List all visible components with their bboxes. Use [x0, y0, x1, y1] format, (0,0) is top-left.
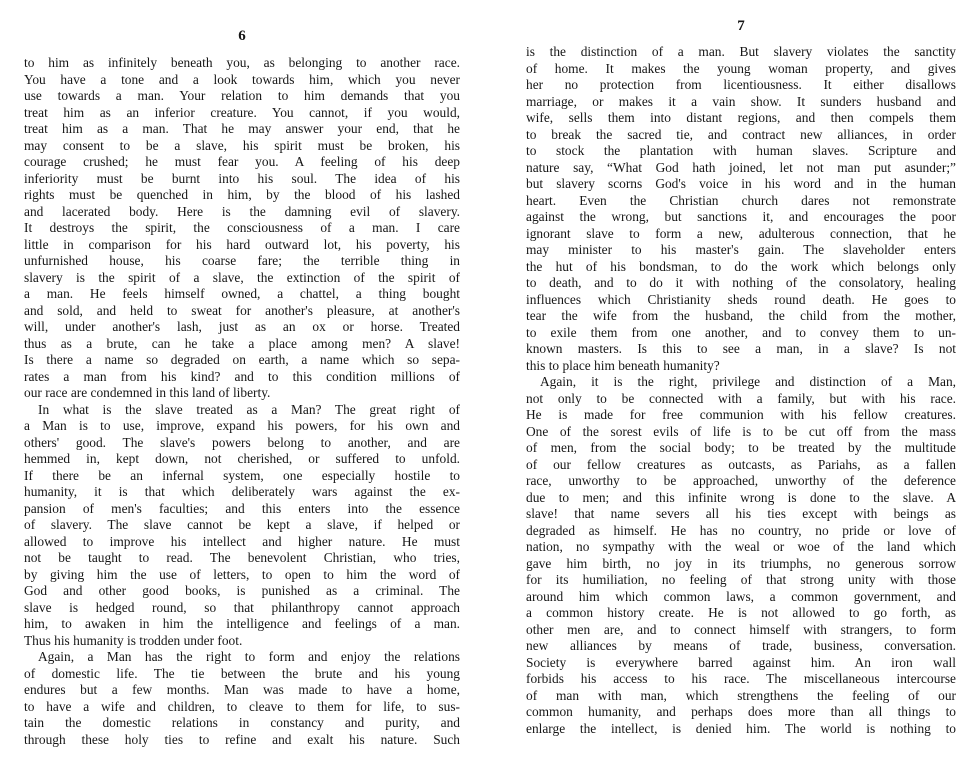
text-line: ignorant slave to form a new, adulterous connection, that he — [526, 225, 956, 241]
text-line: by giving him the use of letters, to open to him the word of — [24, 566, 460, 582]
text-line: In what is the slave treated as a Man? The great right of — [38, 401, 460, 417]
text-line: of our fellow creatures as outcasts, as Pariahs, as a fallen — [526, 456, 956, 472]
text-line: wife, sells them into distant regions, and then compels them — [526, 110, 956, 125]
text-line: of slavery. The slave cannot be kept a slave, if helped or — [24, 517, 460, 532]
text-line: may minister to his master's gain. The slaveholder enters — [526, 242, 956, 257]
text-line: Society is everywhere barred against him. An iron wall — [526, 654, 956, 670]
text-line: against the wrong, but sanctions it, and encourages the poor — [526, 209, 956, 224]
text-line: due to men; and this infinite wrong is done to the slave. A — [526, 489, 956, 505]
page-number: 6 — [238, 28, 246, 44]
text-line: tear the wife from the husband, the child from the mother, — [526, 308, 956, 323]
text-line: treat him as an inferior creature. You cannot, if you would, — [24, 104, 460, 120]
text-line: nation, no sympathy with the weal or woe of the land which — [526, 539, 956, 554]
text-line: known masters. Is this to see a man, in a slave? Is not — [526, 341, 956, 356]
text-line: may consent to be a slave, his spirit must be broken, his — [24, 137, 460, 153]
text-line: unfurnished house, his coarse fare; the terrible thing in — [24, 253, 460, 268]
text-line: marriage, or makes it a vain show. It sunders husband and — [526, 93, 956, 109]
text-line: her no protection from licentiousness. It either disallows — [526, 77, 956, 92]
text-line: to death, and to do it with nothing of the consolatory, healing — [526, 275, 956, 290]
text-line: a Man is to use, improve, expand his powers, for his own and — [24, 418, 460, 433]
text-line: to exile them from one another, and to convey them to un- — [526, 324, 956, 340]
text-line: God and other good books, is punished as a criminal. The — [24, 583, 460, 598]
text-line: rights must be quenched in him, by the blood of his lashed — [24, 187, 460, 202]
text-line: thus as a brute, can he take a place among men? A slave! — [24, 335, 460, 351]
text-line: not only to be connected with a family, but with his race. — [526, 390, 956, 406]
text-line: slave is hedged round, so that philanthropy cannot approach — [24, 599, 460, 615]
text-line: and lacerated body. Here is the damning evil of slavery. — [24, 203, 460, 219]
text-line: will, under another's lash, just as an ox or horse. Treated — [24, 319, 460, 334]
text-line: this to place him beneath humanity? — [526, 357, 720, 373]
text-line: tain the domestic relations in constancy and purity, and — [24, 715, 460, 730]
text-line: race, unworthy to be approached, unworthy of the deference — [526, 473, 956, 488]
text-line: forbids his access to his race. The miscellaneous intercourse — [526, 671, 956, 686]
text-line: inferiority must be burnt into his soul. The idea of his — [24, 170, 460, 186]
text-line: It destroys the spirit, the consciousness of a man. I care — [24, 220, 460, 235]
text-line: courage crushed; he must fear you. A feeling of his deep — [24, 154, 460, 169]
text-line: others' good. The slave's powers belong to another, and are — [24, 434, 460, 450]
left-page — [24, 0, 460, 748]
text-line: Is there a name so degraded on earth, a name which so sepa- — [24, 352, 460, 367]
text-line: use towards a man. Your relation to him demands that you — [24, 88, 460, 103]
text-line: Thus his humanity is trodden under foot. — [24, 632, 243, 648]
text-line: pansion of men's faculties; and this enters into the essence — [24, 500, 460, 516]
text-line: of home. It makes the young woman property, and gives — [526, 60, 956, 76]
text-line: humanity, it is that which deliberately wars against the ex- — [24, 484, 460, 499]
text-line: our race are condemned in this land of liberty. — [24, 385, 271, 400]
text-line: He is made for free communion with his fellow creatures. — [526, 407, 956, 422]
text-line: influences which Christianity sheds round death. He goes to — [526, 291, 956, 307]
text-line: and sold, and held to sweat for another's pleasure, at another's — [24, 302, 460, 318]
text-line: treat him as a man. That he may answer your end, that he — [24, 121, 460, 136]
text-line: to him as infinitely beneath you, as belonging to another race. — [24, 55, 460, 70]
text-line: heart. Even the Christian church dares not remonstrate — [526, 192, 956, 208]
text-line: One of the sorest evils of life is to be cut off from the mass — [526, 423, 956, 439]
text-line: other men are, and to connect himself with strangers, to form — [526, 621, 956, 637]
text-line: the hut of his bondsman, to do the work which belongs only — [526, 258, 956, 274]
text-line: little in comparison for his hard outward lot, his poverty, his — [24, 236, 460, 252]
text-line: to have a wife and children, to cleave to them for life, to sus- — [24, 698, 460, 714]
text-line: for its humiliation, no feeling of that strong unity with those — [526, 572, 956, 587]
text-line: You have a tone and a look towards him, which you never — [24, 71, 460, 87]
text-line: of domestic life. The tie between the brute and his young — [24, 665, 460, 681]
text-line: but slavery scorns God's voice in his word and in the human — [526, 176, 956, 191]
text-line: a common history create. He is not allowed to go forth, as — [526, 605, 956, 620]
text-line: not be taught to read. The benevolent Christian, who tries, — [24, 550, 460, 565]
text-line: hemmed in, kept down, not cherished, or suffered to unfold. — [24, 451, 460, 466]
text-line: around him which common laws, a common government, and — [526, 588, 956, 604]
text-line: through these holy ties to refine and exalt his nature. Such — [24, 731, 460, 747]
text-line: gave him birth, no joy in its triumphs, no generous sorrow — [526, 555, 956, 571]
text-line: slavery is the spirit of a slave, the extinction of the spirit of — [24, 269, 460, 285]
text-line: Again, a Man has the right to form and enjoy the relations — [38, 649, 460, 664]
text-line: to break the sacred tie, and contract new alliances, in order — [526, 126, 956, 142]
text-line: slave! that name severs all his ties except with beings as — [526, 506, 956, 521]
text-line: of man with man, which strengthens the feeling of our — [526, 687, 956, 703]
text-line: of men, from the social body; to be treated by the multitude — [526, 440, 956, 455]
text-line: enlarge the intellect, is denied him. The world is nothing to — [526, 720, 956, 736]
text-line: endures but a few months. Man was made to have a home, — [24, 682, 460, 697]
text-line: common humanity, and perhaps does more than all things to — [526, 704, 956, 719]
text-line: a man. He feels himself owned, a chattel, a thing bought — [24, 286, 460, 301]
page-text — [24, 55, 460, 748]
text-line: new alliances by means of trade, business, conversation. — [526, 638, 956, 653]
right-page — [526, 0, 956, 737]
page-number: 7 — [737, 18, 745, 34]
text-line: nature say, “What God hath joined, let not man put asunder;” — [526, 159, 956, 175]
text-line: degraded as himself. He has no country, no pride or love of — [526, 522, 956, 538]
text-line: rates a man from his kind? and to this condition millions of — [24, 368, 460, 384]
text-line: to stock the plantation with human slaves. Scripture and — [526, 143, 956, 158]
text-line: is the distinction of a man. But slavery violates the sanctity — [526, 44, 956, 59]
text-line: If there be an infernal system, one especially hostile to — [24, 467, 460, 483]
page-text — [526, 44, 956, 737]
text-line: Again, it is the right, privilege and distinction of a Man, — [540, 374, 956, 389]
text-line: allowed to improve his intellect and higher nature. He must — [24, 533, 460, 549]
text-line: him, to awaken in him the intelligence and feelings of a man. — [24, 616, 460, 631]
